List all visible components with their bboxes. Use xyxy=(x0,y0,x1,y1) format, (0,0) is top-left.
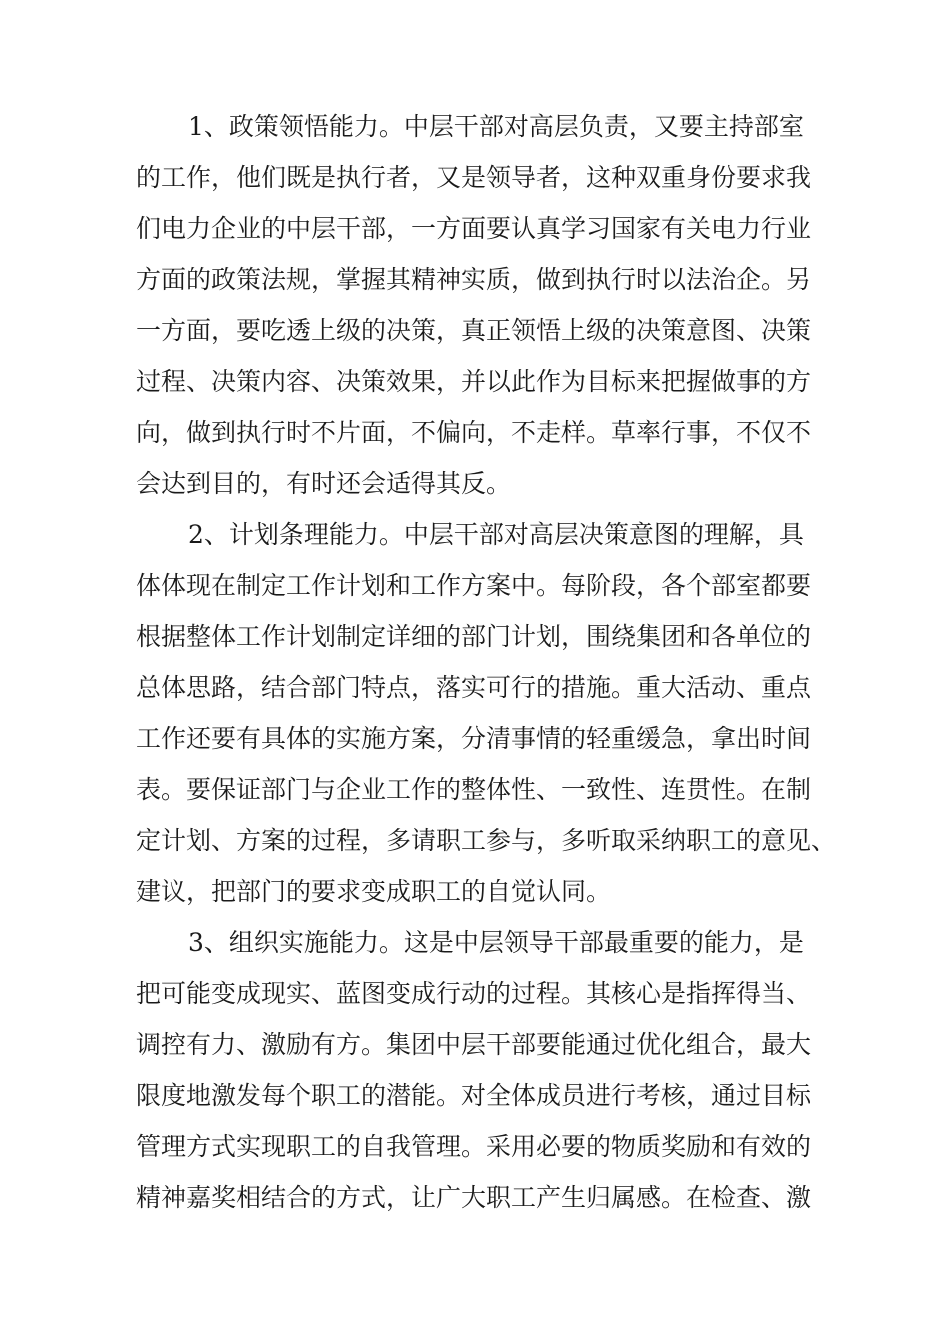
paragraph-1-line-5: 一方面，要吃透上级的决策，真正领悟上级的决策意图、决策 xyxy=(136,316,812,345)
paragraph-1-line-7: 向，做到执行时不片面，不偏向，不走样。草率行事，不仅不 xyxy=(136,418,812,447)
paragraph-2-line-8: 建议，把部门的要求变成职工的自觉认同。 xyxy=(136,877,612,906)
paragraph-2-line-7: 定计划、方案的过程，多请职工参与，多听取采纳职工的意见、 xyxy=(136,826,836,855)
paragraph-2-line-1: 2、计划条理能力。中层干部对高层决策意图的理解，具 xyxy=(188,520,804,549)
paragraph-3-line-3: 调控有力、激励有方。集团中层干部要能通过优化组合，最大 xyxy=(136,1030,812,1059)
paragraph-3-line-4: 限度地激发每个职工的潜能。对全体成员进行考核，通过目标 xyxy=(136,1081,812,1110)
paragraph-1-line-2: 的工作，他们既是执行者，又是领导者，这种双重身份要求我 xyxy=(136,163,812,192)
paragraph-1-line-6: 过程、决策内容、决策效果，并以此作为目标来把握做事的方 xyxy=(136,367,812,396)
paragraph-1-line-3: 们电力企业的中层干部，一方面要认真学习国家有关电力行业 xyxy=(136,214,812,243)
paragraph-3-line-2: 把可能变成现实、蓝图变成行动的过程。其核心是指挥得当、 xyxy=(136,979,812,1008)
paragraph-2-line-3: 根据整体工作计划制定详细的部门计划，围绕集团和各单位的 xyxy=(136,622,812,651)
paragraph-3-line-1: 3、组织实施能力。这是中层领导干部最重要的能力，是 xyxy=(188,928,804,957)
paragraph-1-line-1: 1、政策领悟能力。中层干部对高层负责，又要主持部室 xyxy=(188,112,804,141)
paragraph-2-line-5: 工作还要有具体的实施方案，分清事情的轻重缓急，拿出时间 xyxy=(136,724,812,753)
paragraph-1-line-8: 会达到目的，有时还会适得其反。 xyxy=(136,469,512,498)
paragraph-1-line-4: 方面的政策法规，掌握其精神实质，做到执行时以法治企。另 xyxy=(136,265,812,294)
paragraph-2-line-4: 总体思路，结合部门特点，落实可行的措施。重大活动、重点 xyxy=(136,673,812,702)
paragraph-3-line-6: 精神嘉奖相结合的方式，让广大职工产生归属感。在检查、激 xyxy=(136,1183,812,1212)
paragraph-3-line-5: 管理方式实现职工的自我管理。采用必要的物质奖励和有效的 xyxy=(136,1132,812,1161)
paragraph-2-line-2: 体体现在制定工作计划和工作方案中。每阶段，各个部室都要 xyxy=(136,571,812,600)
paragraph-2-line-6: 表。要保证部门与企业工作的整体性、一致性、连贯性。在制 xyxy=(136,775,812,804)
